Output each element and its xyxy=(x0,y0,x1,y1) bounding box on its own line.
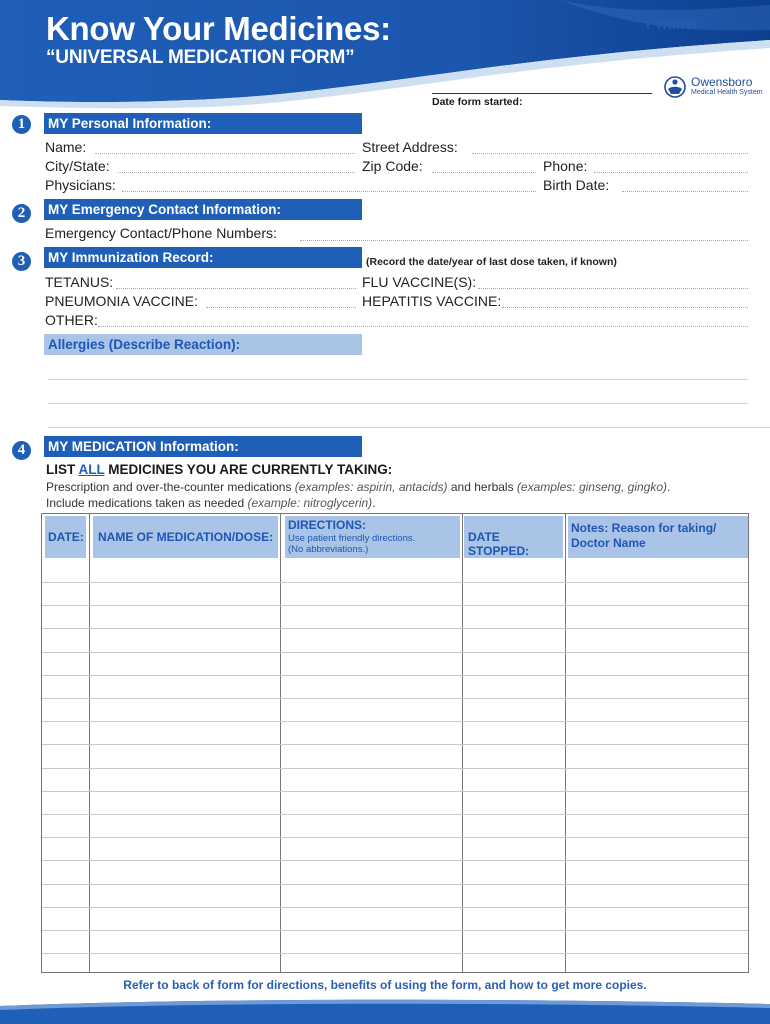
th-notes-line2: Doctor Name xyxy=(571,536,646,550)
desc2-b: (example: nitroglycerin) xyxy=(247,496,373,510)
section-2-bar: MY Emergency Contact Information: xyxy=(44,199,362,220)
list-prefix: LIST xyxy=(46,462,79,477)
table-row[interactable] xyxy=(42,837,748,838)
table-row[interactable] xyxy=(42,768,748,769)
table-row[interactable] xyxy=(42,675,748,676)
flu-vaccine-label: FLU VACCINE(S): xyxy=(362,274,477,290)
desc1-b: (examples: aspirin, antacids) xyxy=(294,480,448,494)
physicians-label: Physicians: xyxy=(45,177,116,193)
section-1-bar: MY Personal Information: xyxy=(44,113,362,134)
th-directions-label: DIRECTIONS: xyxy=(288,518,366,532)
birth-date-field[interactable] xyxy=(622,191,748,192)
table-row[interactable] xyxy=(42,721,748,722)
immunization-note: (Record the date/year of last dose taken, if known) xyxy=(366,256,617,268)
table-row[interactable] xyxy=(42,605,748,606)
desc1-e: . xyxy=(667,480,671,494)
hepatitis-vaccine-label: HEPATITIS VACCINE: xyxy=(362,293,502,309)
owensboro-logo-icon xyxy=(662,75,688,99)
form-subtitle: “UNIVERSAL MEDICATION FORM” xyxy=(46,47,355,68)
form-title: Know Your Medicines: xyxy=(46,10,391,47)
th-date-stopped xyxy=(464,516,563,558)
other-field[interactable] xyxy=(98,326,748,327)
physicians-field[interactable] xyxy=(122,191,536,192)
emergency-contact-field[interactable] xyxy=(300,240,748,241)
date-started-line[interactable] xyxy=(432,93,652,94)
th-notes-line1: Notes: Reason for taking/ xyxy=(571,521,717,535)
desc1-a: Prescription and over-the-counter medications xyxy=(46,480,295,494)
allergies-line-3[interactable] xyxy=(48,427,770,428)
table-row[interactable] xyxy=(42,698,748,699)
table-row[interactable] xyxy=(42,860,748,861)
footer-note: Refer to back of form for directions, benefits of using the form, and how to get more copies. xyxy=(123,978,647,992)
date-started-label: Date form started: xyxy=(432,96,523,108)
name-field[interactable] xyxy=(95,153,355,154)
hepatitis-vaccine-field[interactable] xyxy=(502,307,748,308)
table-row[interactable] xyxy=(42,814,748,815)
street-address-label: Street Address: xyxy=(362,139,458,155)
table-row[interactable] xyxy=(42,884,748,885)
name-label: Name: xyxy=(45,139,87,155)
section-1-number: 1 xyxy=(12,115,31,134)
list-all-emphasis: ALL xyxy=(78,462,105,477)
city-state-field[interactable] xyxy=(118,172,355,173)
street-address-field[interactable] xyxy=(472,153,748,154)
desc1-c: and herbals xyxy=(447,480,517,494)
th-directions-sub2: (No abbreviations.) xyxy=(288,544,369,555)
list-medicines-heading xyxy=(46,462,392,477)
logo-name: Owensboro xyxy=(691,75,753,89)
phone-label: Phone: xyxy=(543,158,588,174)
section-2-number: 2 xyxy=(12,204,31,223)
wallet-ghost-text: r wallet xyxy=(646,16,698,33)
table-row[interactable] xyxy=(42,582,748,583)
th-notes xyxy=(568,516,748,558)
section-3-number: 3 xyxy=(12,252,31,271)
allergies-bar: Allergies (Describe Reaction): xyxy=(44,334,362,355)
th-date xyxy=(45,516,86,558)
footer-wave xyxy=(0,998,770,1024)
section-4-number: 4 xyxy=(12,441,31,460)
table-row[interactable] xyxy=(42,907,748,908)
table-row[interactable] xyxy=(42,652,748,653)
emergency-contact-label: Emergency Contact/Phone Numbers: xyxy=(45,225,277,241)
tetanus-field[interactable] xyxy=(116,288,356,289)
pneumonia-vaccine-field[interactable] xyxy=(206,307,356,308)
medication-description-2 xyxy=(46,496,376,510)
desc2-c: . xyxy=(372,496,376,510)
allergies-line-2[interactable] xyxy=(48,403,748,404)
header-banner xyxy=(0,0,770,110)
table-row[interactable] xyxy=(42,628,748,629)
pneumonia-vaccine-label: PNEUMONIA VACCINE: xyxy=(45,293,198,309)
th-date-stopped-label: DATE STOPPED: xyxy=(468,530,530,558)
th-medication-name-label: NAME OF MEDICATION/DOSE: xyxy=(98,530,274,544)
list-suffix: MEDICINES YOU ARE CURRENTLY TAKING: xyxy=(104,462,393,477)
city-state-label: City/State: xyxy=(45,158,110,174)
phone-field[interactable] xyxy=(594,172,748,173)
desc1-d: (examples: ginseng, gingko) xyxy=(516,480,668,494)
table-row[interactable] xyxy=(42,791,748,792)
allergies-line-1[interactable] xyxy=(48,379,748,380)
tetanus-label: TETANUS: xyxy=(45,274,114,290)
table-row[interactable] xyxy=(42,953,748,954)
flu-vaccine-field[interactable] xyxy=(478,288,748,289)
logo-subtitle: Medical Health System xyxy=(691,89,763,96)
birth-date-label: Birth Date: xyxy=(543,177,610,193)
zip-code-field[interactable] xyxy=(432,172,536,173)
section-4-bar: MY MEDICATION Information: xyxy=(44,436,362,457)
th-directions-sub1: Use patient friendly directions. xyxy=(288,533,416,544)
medication-table xyxy=(41,513,749,973)
table-row[interactable] xyxy=(42,744,748,745)
th-date-label: DATE: xyxy=(48,530,84,544)
section-3-bar: MY Immunization Record: xyxy=(44,247,362,268)
desc2-a: Include medications taken as needed xyxy=(46,496,248,510)
owensboro-logo xyxy=(662,75,766,99)
other-label: OTHER: xyxy=(45,312,98,328)
table-row[interactable] xyxy=(42,930,748,931)
zip-code-label: Zip Code: xyxy=(362,158,423,174)
medication-description-1 xyxy=(46,480,670,494)
th-directions xyxy=(285,516,460,558)
th-medication-name xyxy=(93,516,278,558)
